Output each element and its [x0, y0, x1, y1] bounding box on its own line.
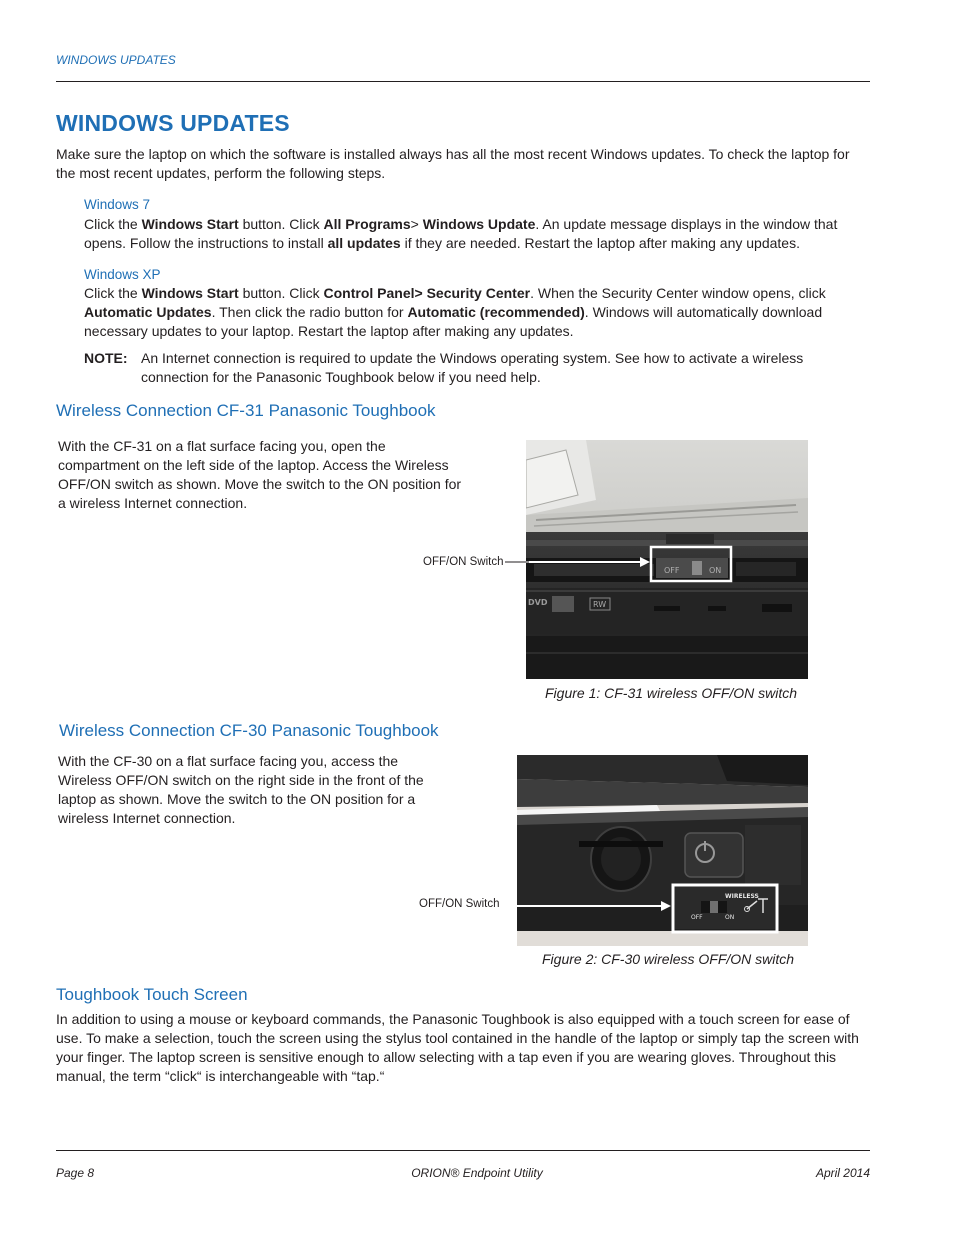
header-rule [56, 81, 870, 82]
touch-heading: Toughbook Touch Screen [56, 985, 248, 1004]
winxp-instructions: Click the Windows Start button. Click Control Panel> Security Center. When the Security Center window opens, click Automatic Updates. Then click the radio button for Automatic (recommended). Windows will automatically download necessary updates to your laptop. Restart the laptop after making any updates. [84, 285, 826, 339]
cf30-photo-on-label: ON [725, 914, 735, 921]
cf31-photo [526, 440, 808, 679]
cf31-callout-arrow [505, 556, 529, 568]
win7-heading: Windows 7 [84, 197, 151, 212]
winxp-heading: Windows XP [84, 267, 161, 282]
cf30-photo-off-label: OFF [691, 914, 703, 921]
footer-date: April 2014 [815, 1166, 870, 1180]
cf30-photo [517, 755, 808, 946]
cf30-callout-label: OFF/ON Switch [419, 898, 500, 910]
figure-2-caption: Figure 2: CF-30 wireless OFF/ON switch [542, 951, 795, 967]
cf31-photo-on-label: ON [709, 566, 722, 575]
intro-paragraph: Make sure the laptop on which the software is installed always has all the most recent Windows updates. To check the laptop for the most recent updates, perform the following steps. [56, 146, 850, 181]
footer-product: ORION® Endpoint Utility [411, 1166, 543, 1180]
footer-page-number: Page 8 [56, 1166, 95, 1180]
cf31-photo-rw-label: RW [593, 600, 607, 609]
win7-instructions: Click the Windows Start button. Click All Programs> Windows Update. An update message displays in the window that opens. Follow the instructions to install all updates if they are needed. Restart the laptop after making any updates. [84, 216, 838, 251]
cf30-photo-wireless-label: WIRELESS [725, 893, 759, 900]
cf31-instructions: With the CF-31 on a flat surface facing you, open the compartment on the left side of the laptop. Access the Wireless OFF/ON switch as shown. Move the switch to the ON position for a wireless Internet connection. [58, 438, 462, 511]
note-text: An Internet connection is required to update the Windows operating system. See how to activate a wireless connection for the Panasonic Toughbook below if you need help. [141, 350, 804, 385]
cf30-heading: Wireless Connection CF-30 Panasonic Toughbook [59, 721, 439, 740]
page-title: WINDOWS UPDATES [56, 110, 290, 136]
footer-rule [56, 1150, 870, 1151]
cf31-callout-label: OFF/ON Switch [423, 556, 504, 568]
running-header: WINDOWS UPDATES [56, 53, 176, 67]
cf30-instructions: With the CF-30 on a flat surface facing you, access the Wireless OFF/ON switch on the right side in the front of the laptop as shown. Move the switch to the ON position for a wireless Internet connection. [58, 753, 424, 826]
cf31-heading: Wireless Connection CF-31 Panasonic Toughbook [56, 401, 436, 420]
note-label: NOTE: [84, 350, 128, 366]
cf31-photo-off-label: OFF [664, 566, 680, 575]
touch-paragraph: In addition to using a mouse or keyboard commands, the Panasonic Toughbook is also equipped with a touch screen for ease of use. To make a selection, touch the screen using the stylus tool contained in the handle of the laptop or simply tap the screen with your finger. The laptop screen is sensitive enough to allow selecting with a tap even if you are wearing gloves. Throughout this manual, the term “click“ is interchangeable with “tap.“ [56, 1011, 859, 1084]
figure-1-caption: Figure 1: CF-31 wireless OFF/ON switch [545, 685, 798, 701]
cf31-photo-dvd-label: DVD [528, 598, 548, 607]
